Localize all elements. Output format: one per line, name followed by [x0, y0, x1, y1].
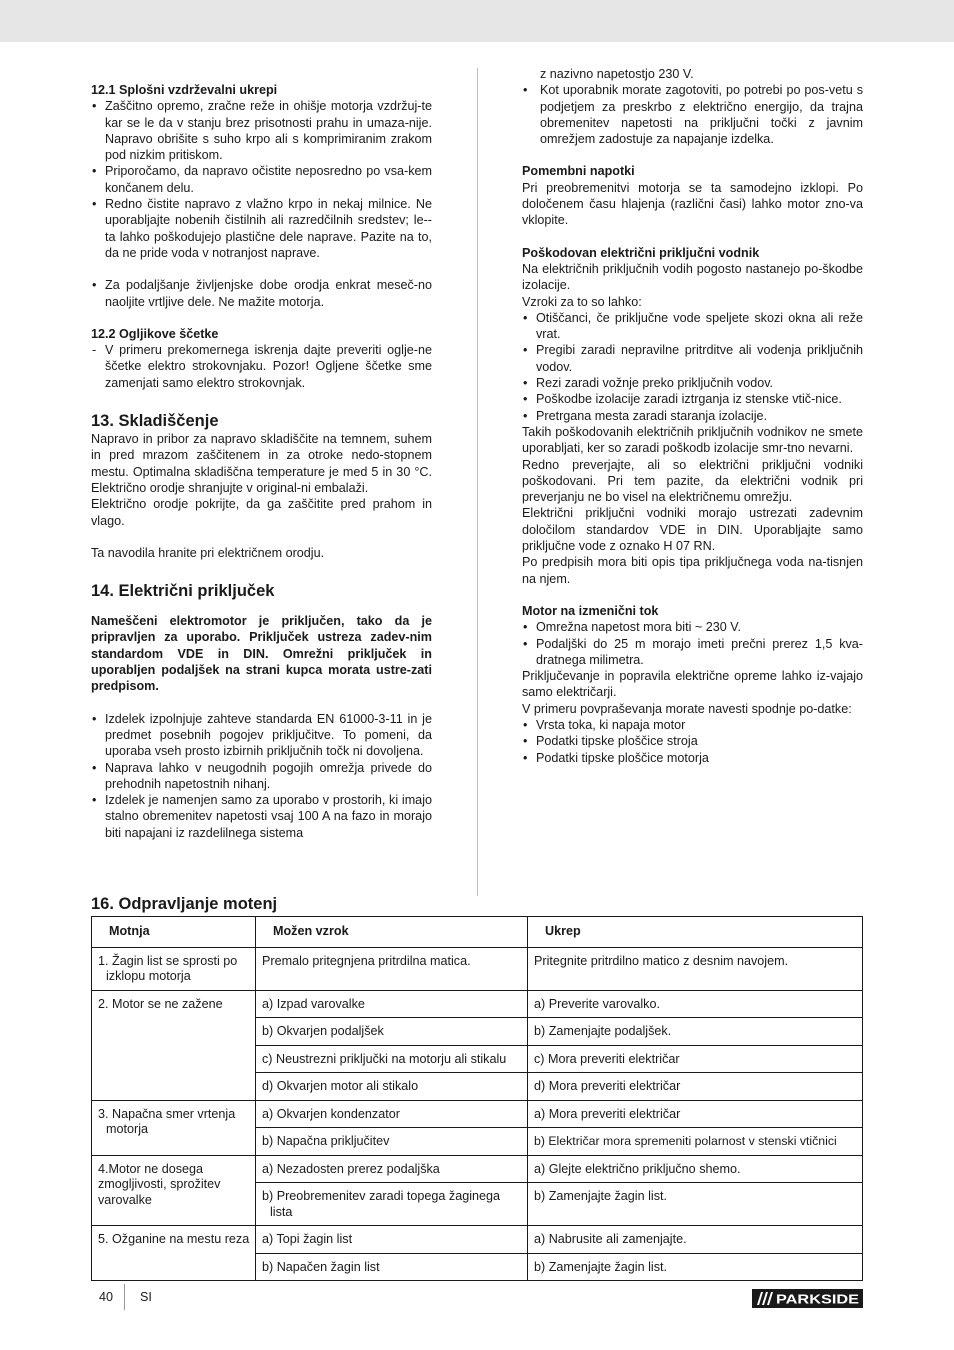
- connection-list: [91, 711, 432, 841]
- column-header: Možen vzrok: [256, 917, 528, 948]
- paragraph: Pri preobremenitvi motorja se ta samodejno izklopi. Po določenem času hlajenja (različni časi) lahko motor zno-va vklopite.: [522, 180, 863, 228]
- list-item: • Priporočamo, da napravo očistite neposredno po vsa-kem končanem delu.: [91, 163, 432, 196]
- paragraph: Takih poškodovanih električnih priključnih vodnikov ne smete uporabljati, ker so zaradi poškodb izolacije smr-tno nevarni.: [522, 424, 863, 456]
- remedy-cell: b) Električar mora spremeniti polarnost v stenski vtičnici: [528, 1128, 863, 1156]
- paragraph: Električno orodje pokrijte, da ga zaščitite pred prahom in vlago.: [91, 497, 432, 528]
- list-item: • Za podaljšanje življenjske dobe orodja enkrat meseč-no naoljite vrtljive dele. Ne mažite motorja.: [91, 277, 432, 310]
- remedy-cell: b) Zamenjajte žagin list.: [528, 1253, 863, 1281]
- remedy-cell: b) Zamenjajte žagin list.: [528, 1183, 863, 1226]
- remedy-cell: a) Mora preveriti električar: [528, 1100, 863, 1128]
- list-item: • Izdelek je namenjen samo za uporabo v prostorih, ki imajo stalno obremenitev napetosti vsaj 100 A na fazo in morajo biti napajani iz razdelilnega sistema: [91, 792, 432, 841]
- list-item: - V primeru prekomernega iskrenja dajte preveriti oglje-ne ščetke elektro strokovnjaku. Pozor! Ogljene ščetke sme zamenjati samo elektro strokovnjak.: [91, 342, 432, 391]
- bold-paragraph: Nameščeni elektromotor je priključen, tako da je pripravljen za uporabo. Priključek ustreza zadev-nim standardom VDE in DIN. Omrežni priključek in uporabljen podaljšek na strani kupca morata ustre-zati predpisom.: [91, 614, 432, 694]
- ac-list: [522, 619, 863, 668]
- list-item: • Kot uporabnik morate zagotoviti, po potrebi po pos-vetu s podjetjem za preskrbo z električno energijo, da trajna obremenitev napetosti na priključni točki z javnim omrežjem zadostuje za napajanje izdelka.: [522, 82, 863, 147]
- column-header: Motnja: [92, 917, 256, 948]
- list-item: • Otiščanci, če priključne vode speljete skozi okna ali reže vrat.: [522, 310, 863, 343]
- cause-cell: c) Neustrezni priključki na motorju ali stikalu: [256, 1045, 528, 1073]
- remedy-cell: b) Zamenjajte podaljšek.: [528, 1018, 863, 1046]
- section-13-title: 13. Skladiščenje: [91, 412, 219, 431]
- cause-cell: Premalo pritegnjena pritrdilna matica.: [256, 947, 528, 990]
- brand-text: PARKSIDE: [776, 1291, 860, 1307]
- paragraph: Električni priključni vodniki morajo ustrezati zadevnim določilom standardov VDE in DIN. Uporabljajte samo priključne vode z oznako H 07 RN.: [522, 506, 863, 554]
- maintenance-list: [91, 98, 432, 261]
- remedy-cell: a) Glejte električno priključno shemo.: [528, 1155, 863, 1183]
- paragraph: Ta navodila hranite pri električnem orodju.: [91, 545, 325, 560]
- footer-divider: [124, 1284, 125, 1310]
- top-bar: [0, 0, 954, 42]
- notes-title: Pomembni napotki: [522, 164, 635, 179]
- problem-cell: 5. Ožganine na mestu reza: [92, 1226, 256, 1281]
- cable-title: Poškodovan električni priključni vodnik: [522, 245, 760, 260]
- list-item: • Pregibi zaradi nepravilne pritrditve ali vodenja priključnih vodov.: [522, 342, 863, 375]
- section-12-1-title: 12.1 Splošni vzdrževalni ukrepi: [91, 83, 278, 97]
- paragraph: Po predpisih mora biti opis tipa priključnega voda na-tisnjen na njem.: [522, 555, 863, 586]
- cause-cell: a) Izpad varovalke: [256, 990, 528, 1018]
- table-row: [92, 1155, 863, 1183]
- section-14-title: 14. Električni priključek: [91, 582, 275, 601]
- paragraph: Napravo in pribor za napravo skladiščite na temnem, suhem in pred mrazom zaščitenem in za otroke nedo-stopnem mestu. Optimalna skladiščna temperature je med 5 in 30 °C. Električno orodje shranjujte v original-ni embalaži.: [91, 432, 432, 495]
- remedy-cell: c) Mora preveriti električar: [528, 1045, 863, 1073]
- cause-cell: a) Nezadosten prerez podaljška: [256, 1155, 528, 1183]
- cause-cell: b) Napačen žagin list: [256, 1253, 528, 1281]
- user-list: [522, 82, 863, 147]
- language-code: SI: [140, 1290, 152, 1304]
- carbon-brush-list: [91, 342, 432, 391]
- maintenance-list-2: [91, 277, 432, 310]
- table-header-row: [92, 917, 863, 948]
- table-row: [92, 1226, 863, 1254]
- cause-cell: b) Okvarjen podaljšek: [256, 1018, 528, 1046]
- list-item: • Redno čistite napravo z vlažno krpo in nekaj milnice. Ne uporabljajte nobenih čistilnih ali razredčilnih sredstev; le--ta lahko poškodujejo plastične dele naprave. Pazite na to, da ne pride voda v notranjost naprave.: [91, 196, 432, 261]
- page-number: 40: [99, 1290, 114, 1304]
- table-row: [92, 947, 863, 990]
- cause-cell: a) Okvarjen kondenzator: [256, 1100, 528, 1128]
- right-column: [522, 66, 863, 766]
- cause-cell: a) Topi žagin list: [256, 1226, 528, 1254]
- problem-cell: 4.Motor ne dosega zmogljivosti, sprožitev varovalke: [92, 1155, 256, 1226]
- list-item: • Pretrgana mesta zaradi staranja izolacije.: [522, 408, 863, 424]
- list-item: • Rezi zaradi vožnje preko priključnih vodov.: [522, 375, 863, 391]
- remedy-cell: Pritegnite pritrdilno matico z desnim navojem.: [528, 947, 863, 990]
- list-item: • Izdelek izpolnjuje zahteve standarda EN 61000-3-11 in je predmet posebnih pogojev priključitve. To pomeni, da uporaba vseh prosto izbirnih priključnih točk ni dovoljena.: [91, 711, 432, 760]
- cause-cell: d) Okvarjen motor ali stikalo: [256, 1073, 528, 1101]
- table-row: [92, 990, 863, 1018]
- table-row: [92, 1100, 863, 1128]
- remedy-cell: a) Preverite varovalko.: [528, 990, 863, 1018]
- ac-motor-title: Motor na izmenični tok: [522, 603, 659, 618]
- cause-cell: b) Preobremenitev zaradi topega žaginega lista: [256, 1183, 528, 1226]
- list-item: • Omrežna napetost mora biti ~ 230 V.: [522, 619, 863, 635]
- paragraph: Na električnih priključnih vodih pogosto nastanejo po-škodbe izolacije.: [522, 261, 863, 293]
- problem-cell: 2. Motor se ne zažene: [92, 990, 256, 1100]
- troubleshooting-title: 16. Odpravljanje motenj: [91, 895, 278, 913]
- problem-cell: 1. Žagin list se sprosti po izklopu motorja: [92, 947, 256, 990]
- troubleshooting-table: [91, 916, 863, 1281]
- problem-cell: 3. Napačna smer vrtenja motorja: [92, 1100, 256, 1155]
- parkside-logo: [752, 1289, 863, 1308]
- ac-data-list: [522, 717, 863, 766]
- cable-causes-list: [522, 310, 863, 424]
- column-header: Ukrep: [528, 917, 863, 948]
- list-item: • Podatki tipske ploščice stroja: [522, 733, 863, 749]
- list-item: • Podatki tipske ploščice motorja: [522, 750, 863, 766]
- section-12-2-title: 12.2 Ogljikove ščetke: [91, 326, 219, 341]
- continued-line: z nazivno napetostjo 230 V.: [540, 67, 694, 81]
- cause-cell: b) Napačna priključitev: [256, 1128, 528, 1156]
- list-item: • Zaščitno opremo, zračne reže in ohišje motorja vzdržuj-te kar se le da v stanju brez prisotnosti prahu in umaza-nije. Napravo obrišite s suho krpo ali s komprimiranim zrakom pod nizkim pritiskom.: [91, 98, 432, 163]
- remedy-cell: a) Nabrusite ali zamenjajte.: [528, 1226, 863, 1254]
- paragraph: Priključevanje in popravila električne opreme lahko iz-vajajo samo električarji.: [522, 669, 863, 700]
- list-item: • Poškodbe izolacije zaradi iztrganja iz stenske vtič-nice.: [522, 391, 863, 407]
- paragraph: Vzroki za to so lahko:: [522, 294, 642, 309]
- list-item: • Naprava lahko v neugodnih pogojih omrežja privede do prehodnih napetostnih nihanj.: [91, 760, 432, 793]
- paragraph: Redno preverjajte, ali so električni priključni vodniki poškodovani. Pri tem pazite, da električni vodnik pri preverjanju ne bo visel na električnemu omrežju.: [522, 457, 863, 505]
- remedy-cell: d) Mora preveriti električar: [528, 1073, 863, 1101]
- list-item: • Vrsta toka, ki napaja motor: [522, 717, 863, 733]
- list-item: • Podaljški do 25 m morajo imeti prečni prerez 1,5 kva-dratnega milimetra.: [522, 636, 863, 669]
- left-column: [91, 82, 432, 841]
- column-divider: [477, 68, 478, 896]
- paragraph: V primeru povpraševanja morate navesti spodnje po-datke:: [522, 701, 852, 716]
